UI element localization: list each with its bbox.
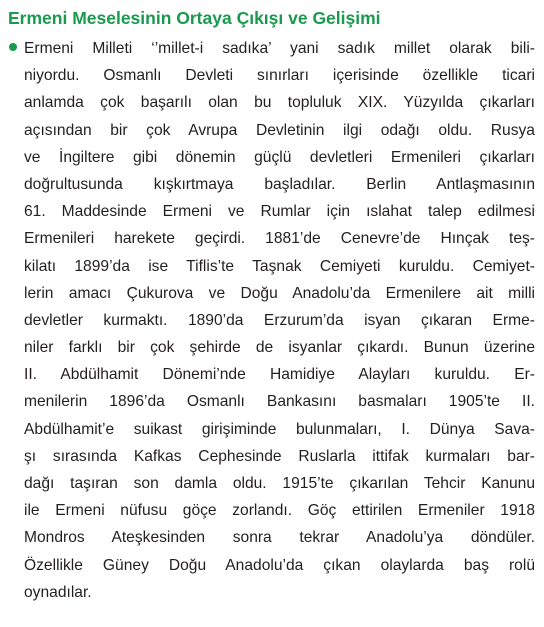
paragraph-line: dağı taşıran son damla oldu. 1915’te çıkarılan Tehcir Kanunu bbox=[24, 475, 535, 492]
paragraph-line: Ermeni Milleti ‘’millet-i sadıka’ yani sadık millet olarak bili- bbox=[24, 40, 535, 57]
paragraph-line: lerin amacı Çukurova ve Doğu Anadolu’da Ermenilere ait milli bbox=[24, 284, 535, 302]
paragraph-line: niyordu. Osmanlı Devleti sınırları içerisinde özellikle ticari bbox=[24, 67, 535, 85]
paragraph-line: 61. Maddesinde Ermeni ve Rumlar için ıslahat talep edilmesi bbox=[24, 203, 535, 221]
paragraph-line: menilerin 1896’da Osmanlı Bankasını basmaları 1905’te II. bbox=[24, 393, 535, 411]
paragraph-line: Mondros Ateşkesinden sonra tekrar Anadolu’ya döndüler. bbox=[24, 529, 535, 547]
paragraph-line: kilatı 1899’da ise Tiflis’te Taşnak Cemiyeti kuruldu. Cemiyet- bbox=[24, 257, 535, 275]
paragraph-line: şı sırasında Kafkas Cephesinde Ruslarla ittifak kurmaları bar- bbox=[24, 447, 535, 465]
paragraph-line: anlamda çok başarılı olan bu topluluk XIX. Yüzyılda çıkarları bbox=[24, 94, 535, 112]
paragraph-line: niler farklı bir çok şehirde de isyanlar çıkardı. Bunun üzerine bbox=[24, 339, 535, 357]
section-heading: Ermeni Meselesinin Ortaya Çıkışı ve Gelişimi bbox=[8, 8, 381, 28]
paragraph-line: doğrultusunda kışkırtmaya başladılar. Berlin Antlaşmasının bbox=[24, 175, 535, 193]
paragraph-line: ile Ermeni nüfusu göçe zorlandı. Göç ettirilen Ermeniler 1918 bbox=[24, 502, 535, 520]
paragraph-line: oynadılar. bbox=[24, 583, 92, 601]
paragraph-line: II. Abdülhamit Dönemi’nde Hamidiye Alayları kuruldu. Er- bbox=[24, 366, 535, 384]
paragraph-line: Abdülhamit’e suikast girişiminde bulunmaları, I. Dünya Sava- bbox=[24, 420, 535, 438]
paragraph-line: devletler kurmaktı. 1890’da Erzurum’da isyan çıkaran Erme- bbox=[24, 311, 535, 329]
paragraph-line: açısından bir çok Avrupa Devletinin ilgi odağı oldu. Rusya bbox=[24, 121, 535, 139]
paragraph-line: Özellikle Güney Doğu Anadolu’da çıkan olaylarda baş rolü bbox=[24, 556, 535, 574]
paragraph-text bbox=[24, 35, 536, 606]
paragraph-line: ve İngiltere gibi dönemin güçlü devletleri Ermenileri çıkarları bbox=[24, 148, 535, 166]
bullet-dot-icon bbox=[9, 43, 17, 51]
bullet-paragraph bbox=[8, 35, 536, 606]
paragraph-line: Ermenileri harekete geçirdi. 1881’de Cenevre’de Hınçak teş- bbox=[24, 230, 535, 248]
